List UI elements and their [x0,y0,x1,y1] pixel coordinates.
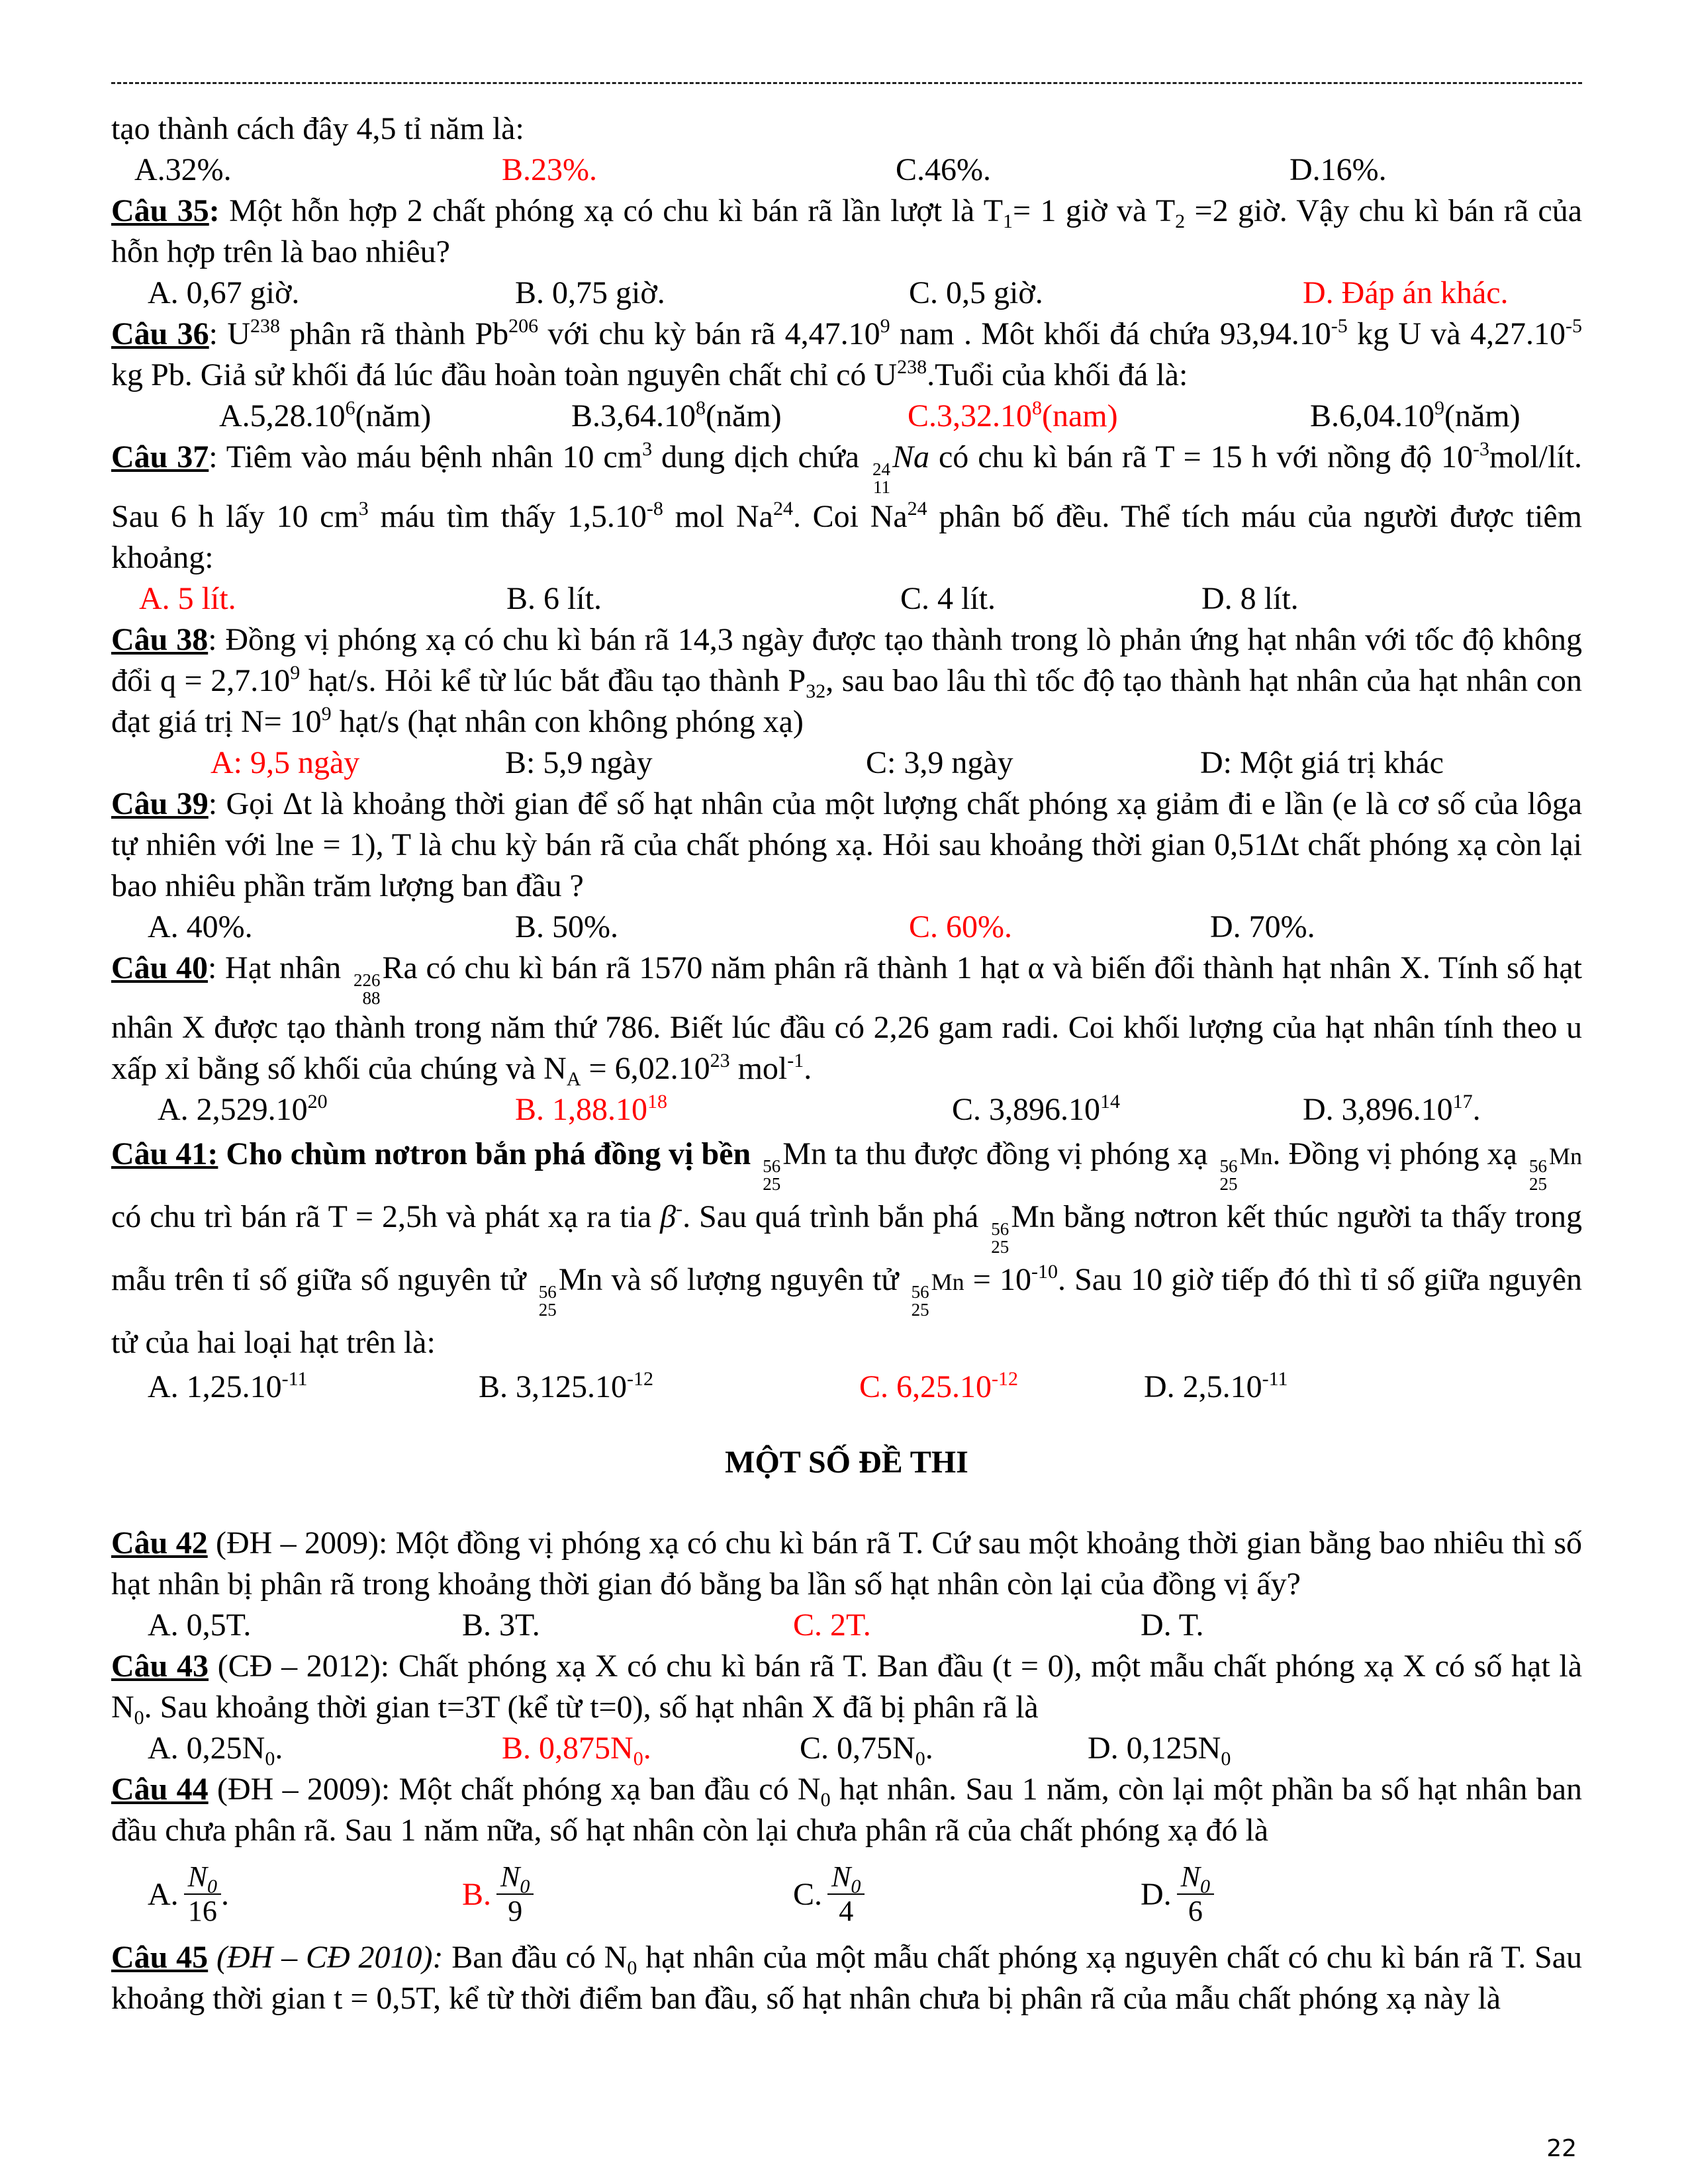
fraction: $\frac{N_0}{6}$ [1177,1860,1214,1928]
option-c: C. 4 lít. [900,581,996,616]
option-b: B: 5,9 ngày [505,745,653,780]
option-c: C. 60%. [909,909,1012,944]
isotope-mn56: 56 25 [538,1282,557,1320]
option-b: B. $3,125.10^{-12}$ [479,1368,654,1404]
option-d: D. $2,5.10^{-11}$ [1144,1368,1288,1404]
question-37: Câu 37: Tiêm vào máu bệnh nhân 10 $cm^3$ dung dịch chứa 24 11 Na có chu kì bán rã T = 15 h với nồng độ $10^{-3}mol$/lít. Sau 6 h lấy 10 $cm^3$ máu tìm thấy $1,5.10^{-8}$ mol Na$^{24}$. Coi Na$^{24}$ phân bố đều. Thể tích máu của người được tiêm khoảng: [111,438,1583,575]
question-40: Câu 40: Hạt nhân 226 88 Ra có chu kì bán rã 1570 năm phân rã thành 1 hạt α và biến đổi thành hạt nhân X. Tính số hạt nhân X được tạo thành trong năm thứ 786. Biết lúc đầu có 2,26 gam radi. Coi khối lượng của hạt nhân tính theo u xấp xỉ bằng số khối của chúng và $N_A = 6,02.10^{23}$ mol$^{-1}$. [111,950,1583,1090]
option-a: A: 9,5 ngày [211,745,360,780]
question-39: Câu 39: Gọi Δt là khoảng thời gian để số hạt nhân của một lượng chất phóng xạ giảm đi e lần (e là cơ số của lôga tự nhiên với lne = 1), T là chu kỳ bán rã của chất phóng xạ. Hỏi sau khoảng thời gian 0,51Δt chất phóng xạ còn lại bao nhiêu phần trăm lượng ban đầu ? [111,786,1582,903]
option-a: A. 0,67 giờ. [148,275,300,310]
option-c: C.46%. [896,152,991,187]
question-41: Câu 41: Cho chùm nơtron bắn phá đồng vị bền 56 25 Mn ta thu được đồng vị phóng xạ 56 25 Mn. Đồng vị phóng xạ 56 25 Mn có chu trì bán rã T = 2,5h và phát xạ ra tia β-. Sau quá trình bắn phá 56 25 Mn bằng nơtron kết thúc người ta thấy trong mẫu trên tỉ số giữa số nguyên tử 56 25 Mn và số lượng nguyên tử 56 25 $Mn = 10^{-10}$. Sau 10 giờ tiếp đó thì tỉ số giữa nguyên tử của hai loại hạt trên là: [111,1136,1583,1360]
option-a: A.5,28.10$^6$(năm) [219,397,432,433]
q40-options [111,1089,1582,1130]
option-a: A. $0,25N_0$. [148,1731,283,1770]
q38-options [111,743,1582,784]
isotope-mn56: 56 25 [991,1219,1009,1257]
q44-options [111,1851,1582,1937]
q37-options [111,578,1582,619]
isotope-mn56: 56 25 [763,1156,781,1194]
option-b: B. $0,875N_0$. [502,1731,651,1770]
question-44: Câu 44 (ĐH – 2009): Một chất phóng xạ ban đầu có $N_0$ hạt nhân. Sau 1 năm, còn lại một phần ba số hạt nhân ban đầu chưa phân rã. Sau 1 năm nữa, số hạt nhân còn lại chưa phân rã của chất phóng xạ đó là [111,1772,1583,1848]
q34-options [111,150,1582,191]
option-b: B.3,64.10$^8$(năm) [571,397,782,433]
option-c: C. $\frac{N_0}{4}$ [793,1860,1141,1928]
option-d: D. $\frac{N_0}{6}$ [1141,1860,1214,1928]
option-a: A.32%. [134,152,232,187]
isotope-mn56: 56 25 [1219,1156,1238,1194]
q36-options [111,396,1582,437]
option-b: B. 1,88.10$^{18}$ [515,1091,668,1127]
continuation-line: tạo thành cách đây 4,5 tỉ năm là: [111,111,524,146]
fraction: $\frac{N_0}{16}$ [184,1860,221,1928]
fraction: $\frac{N_0}{4}$ [827,1860,865,1928]
option-b: B. $\frac{N_0}{9}$ [462,1860,793,1928]
option-d: D. 70%. [1210,909,1315,944]
option-a: A. 0,5T. [148,1608,252,1643]
option-c: C.3,32.10$^8$(nam) [908,397,1118,433]
option-c: C. $6,25.10^{-12}$ [859,1368,1019,1404]
option-d: D.16%. [1289,152,1387,187]
section-title: MỘT SỐ ĐỀ THI [725,1445,968,1480]
option-a: A. 5 lít. [139,581,236,616]
question-45: Câu 45 (ĐH – CĐ 2010): Ban đầu có $N_0$ hạt nhân của một mẫu chất phóng xạ nguyên chất có chu kì bán rã T. Sau khoảng thời gian t = 0,5T, kể từ thời điểm ban đầu, số hạt nhân chưa bị phân rã của mẫu chất phóng xạ này là [111,1940,1583,2016]
option-a: A. 40%. [148,909,253,944]
option-c: C. 2T. [793,1608,871,1643]
page-number: 22 [1546,2135,1577,2162]
isotope-mn56: 56 25 [911,1282,929,1320]
isotope-mn56: 56 25 [1528,1156,1547,1194]
q42-options [111,1605,1582,1646]
isotope-na24: 24 11 [872,459,891,497]
q41-options [111,1367,1582,1408]
top-dashed-rule [111,82,1582,84]
option-a: A. $\frac{N_0}{16}$ . [148,1860,230,1927]
option-d: B.6,04.10$^9$(năm) [1310,397,1521,433]
option-c: C: 3,9 ngày [866,745,1013,780]
option-a: A. 2,529.10$^{20}$ [158,1091,328,1127]
question-42: Câu 42 (ĐH – 2009): Một đồng vị phóng xạ có chu kì bán rã T. Cứ sau một khoảng thời gian bằng bao nhiêu thì số hạt nhân bị phân rã trong khoảng thời gian đó bằng ba lần số hạt nhân còn lại của đồng vị ấy? [111,1525,1583,1602]
question-35: Câu 35: Một hỗn hợp 2 chất phóng xạ có chu kì bán rã lần lượt là $T_1= 1$ giờ và $T_2 =2$ giờ. Vậy chu kì bán rã của hỗn hợp trên là bao nhiêu? [111,193,1583,269]
option-d: D. 3,896.10$^{17}$. [1303,1091,1481,1127]
question-43: Câu 43 (CĐ – 2012): Chất phóng xạ X có chu kì bán rã T. Ban đầu (t = 0), một mẫu chất phóng xạ X có số hạt là $N_0$. Sau khoảng thời gian t=3T (kể từ t=0), số hạt nhân X đã bị phân rã là [111,1649,1583,1729]
option-d: D. Đáp án khác. [1303,275,1509,310]
q43-options [111,1728,1582,1769]
question-38: Câu 38: Đồng vị phóng xạ có chu kì bán rã 14,3 ngày được tạo thành trong lò phản ứng hạt nhân với tốc độ không đổi $q = 2,7.10^9$ hạt/s. Hỏi kể từ lúc bắt đầu tạo thành $P_{32}$, sau bao lâu thì tốc độ tạo thành hạt nhân của hạt nhân con đạt giá trị $N= 10^9$ hạt/s (hạt nhân con không phóng xạ) [111,622,1583,739]
option-d: D. T. [1141,1608,1204,1643]
q35-options [111,273,1582,314]
isotope-ra226: 226 88 [353,970,381,1008]
option-b: B.23%. [502,152,597,187]
option-b: B. 3T. [462,1608,540,1643]
page-content [111,109,1582,2019]
option-c: C. $0,75N_0$. [800,1731,933,1770]
q39-options [111,907,1582,948]
option-d: D. $0,125N_0$ [1088,1731,1231,1770]
option-b: B. 50%. [515,909,618,944]
option-d: D. 8 lít. [1201,581,1299,616]
option-c: C. 0,5 giờ. [909,275,1043,310]
fraction: $\frac{N_0}{9}$ [496,1860,534,1928]
option-c: C. 3,896.10$^{14}$ [952,1091,1121,1127]
option-b: B. 0,75 giờ. [515,275,665,310]
option-d: D: Một giá trị khác [1200,745,1444,780]
question-36: Câu 36: $U^{238}$ phân rã thành Pb$^{206}$ với chu kỳ bán rã 4,47.10$^9$ nam . Môt khối đá chứa $93,94.10^{-5}$ kg U và $4,27.10^{-5}$ kg Pb. Giả sử khối đá lúc đầu hoàn toàn nguyên chất chỉ có $U^{238}.Tuổi$ của khối đá là: [111,315,1582,392]
option-b: B. 6 lít. [506,581,602,616]
option-a: A. $1,25.10^{-11}$ [148,1368,308,1404]
